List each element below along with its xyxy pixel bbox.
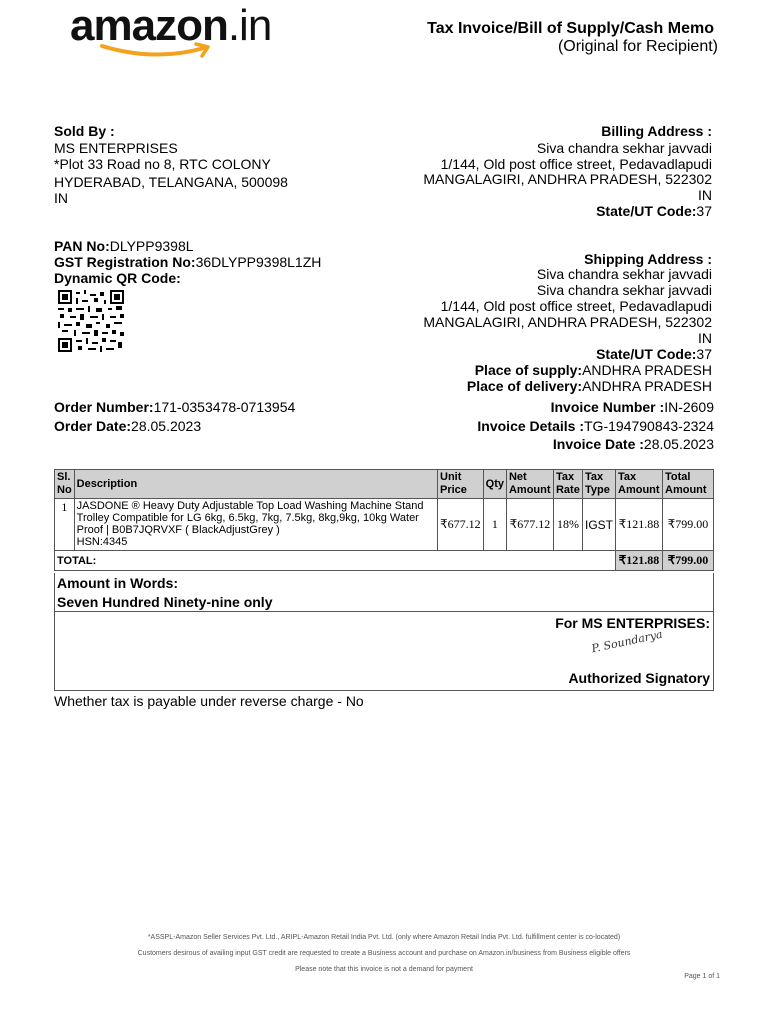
col-tax-amount: Tax Amount: [616, 470, 663, 499]
col-unit-price: Unit Price: [438, 470, 484, 499]
seller-address-1: *Plot 33 Road no 8, RTC COLONY: [54, 156, 271, 172]
footer-line-2: Customers desirous of availing input GST credit are requested to create a Business account and purchase on Amazon.in/business from Business eligible offers: [137, 950, 631, 957]
place-of-supply-label: Place of supply:: [474, 362, 583, 378]
billing-label: Billing Address :: [601, 123, 712, 139]
order-number: 171-0353478-0713954: [153, 399, 296, 415]
col-tax-rate: Tax Rate: [553, 470, 582, 499]
row-hsn: HSN:4345: [76, 536, 128, 548]
shipping-country: IN: [698, 330, 712, 346]
col-qty: Qty: [483, 470, 506, 499]
order-number-label: Order Number:: [54, 399, 154, 415]
pan-line: [54, 238, 194, 254]
seller-country: IN: [54, 190, 68, 206]
shipping-state-label: State/UT Code:: [596, 346, 697, 362]
reverse-charge-note: Whether tax is payable under reverse charge - No: [54, 693, 364, 709]
col-sl: Sl. No: [55, 470, 75, 499]
amount-in-words-box: [54, 573, 714, 612]
authorized-signatory-label: Authorized Signatory: [568, 670, 710, 686]
place-of-supply: ANDHRA PRADESH: [582, 362, 712, 378]
billing-state-label: State/UT Code:: [596, 203, 697, 219]
amount-in-words: Seven Hundred Ninety-nine only: [57, 594, 273, 610]
invoice-number-label: Invoice Number :: [550, 399, 665, 415]
col-tax-type: Tax Type: [582, 470, 615, 499]
row-total-amount: ₹799.00: [663, 499, 714, 551]
sold-by-label: Sold By :: [54, 123, 115, 139]
place-of-delivery-label: Place of delivery:: [466, 378, 583, 394]
gst-value: 36DLYPP9398L1ZH: [195, 254, 322, 270]
shipping-state-code: 37: [696, 346, 712, 362]
invoice-title: Tax Invoice/Bill of Supply/Cash Memo: [427, 20, 714, 37]
place-of-supply-line: [475, 362, 712, 378]
amount-in-words-label: Amount in Words:: [57, 575, 179, 591]
amazon-logo: [70, 2, 310, 64]
row-description: [74, 499, 437, 551]
pan-label: PAN No:: [54, 238, 110, 254]
for-company-label: For MS ENTERPRISES:: [555, 615, 710, 631]
logo-text-suffix: .in: [227, 1, 272, 50]
footer-line-1: *ASSPL-Amazon Seller Services Pvt. Ltd., ARIPL-Amazon Retail India Pvt. Ltd. (only where Amazon Retail India Pvt. Ltd. fulfillment center is co-located): [147, 934, 621, 941]
invoice-date-label: Invoice Date :: [552, 436, 644, 452]
pan-value: DLYPP9398L: [109, 238, 194, 254]
invoice-number: IN-2609: [664, 399, 714, 415]
gst-label: GST Registration No:: [54, 254, 196, 270]
col-net-amount: Net Amount: [506, 470, 553, 499]
row-description-text: JASDONE ® Heavy Duty Adjustable Top Load Washing Machine Stand Trolley Compatible for LG 6kg, 6.5kg, 7kg, 7.5kg, 8kg,9kg, 10kg Water Proof | B0B7JQRVXF ( BlackAdjustGrey ): [76, 500, 424, 536]
billing-address-1: 1/144, Old post office street, Pedavadlapudi: [440, 156, 712, 172]
row-tax-amount: ₹121.88: [616, 499, 663, 551]
total-row: [55, 551, 714, 571]
gst-line: [54, 254, 321, 270]
place-of-delivery-line: [467, 378, 712, 394]
invoice-date-line: [553, 436, 714, 452]
order-date-line: [54, 418, 201, 434]
order-number-line: [54, 399, 295, 415]
row-unit-price: ₹677.12: [438, 499, 484, 551]
invoice-details-label: Invoice Details :: [477, 418, 584, 434]
billing-name: Siva chandra sekhar javvadi: [536, 140, 712, 156]
signatory-box: [54, 611, 714, 691]
table-header-row: [55, 470, 714, 499]
seller-address-2: HYDERABAD, TELANGANA, 500098: [54, 174, 288, 190]
page-number: Page 1 of 1: [684, 973, 720, 980]
shipping-name-2: Siva chandra sekhar javvadi: [536, 282, 712, 298]
place-of-delivery: ANDHRA PRADESH: [582, 378, 712, 394]
row-tax-type: IGST: [582, 499, 615, 551]
items-table: [54, 469, 714, 571]
invoice-subtitle: (Original for Recipient): [557, 38, 718, 55]
row-net-amount: ₹677.12: [506, 499, 553, 551]
order-date-label: Order Date:: [54, 418, 132, 434]
signature: P. Soundarya: [590, 627, 664, 656]
billing-address-2: MANGALAGIRI, ANDHRA PRADESH, 522302: [423, 171, 712, 187]
total-tax-amount: ₹121.88: [616, 551, 663, 571]
shipping-name-1: Siva chandra sekhar javvadi: [536, 266, 712, 282]
col-description: Description: [74, 470, 437, 499]
row-tax-rate: 18%: [553, 499, 582, 551]
shipping-label: Shipping Address :: [584, 251, 712, 267]
seller-name: MS ENTERPRISES: [54, 140, 178, 156]
invoice-details: TG-194790843-2324: [584, 418, 714, 434]
invoice-details-line: [477, 418, 714, 434]
footer-line-3: Please note that this invoice is not a demand for payment: [295, 966, 473, 973]
billing-state-line: [596, 203, 712, 219]
shipping-address-2: MANGALAGIRI, ANDHRA PRADESH, 522302: [423, 314, 712, 330]
invoice-date: 28.05.2023: [643, 436, 714, 452]
qr-label: Dynamic QR Code:: [54, 270, 181, 286]
qr-code-icon: [58, 290, 124, 352]
table-row: [55, 499, 714, 551]
billing-country: IN: [698, 187, 712, 203]
shipping-address-1: 1/144, Old post office street, Pedavadlapudi: [440, 298, 712, 314]
col-total-amount: Total Amount: [663, 470, 714, 499]
shipping-state-line: [596, 346, 712, 362]
billing-state-code: 37: [696, 203, 712, 219]
total-amount: ₹799.00: [663, 551, 714, 571]
total-label: TOTAL:: [55, 551, 616, 571]
invoice-number-line: [551, 399, 714, 415]
amazon-smile-icon: [100, 42, 220, 60]
row-sl: 1: [55, 499, 75, 551]
logo-text-main: amazon: [70, 1, 228, 50]
row-qty: 1: [483, 499, 506, 551]
order-date: 28.05.2023: [131, 418, 202, 434]
